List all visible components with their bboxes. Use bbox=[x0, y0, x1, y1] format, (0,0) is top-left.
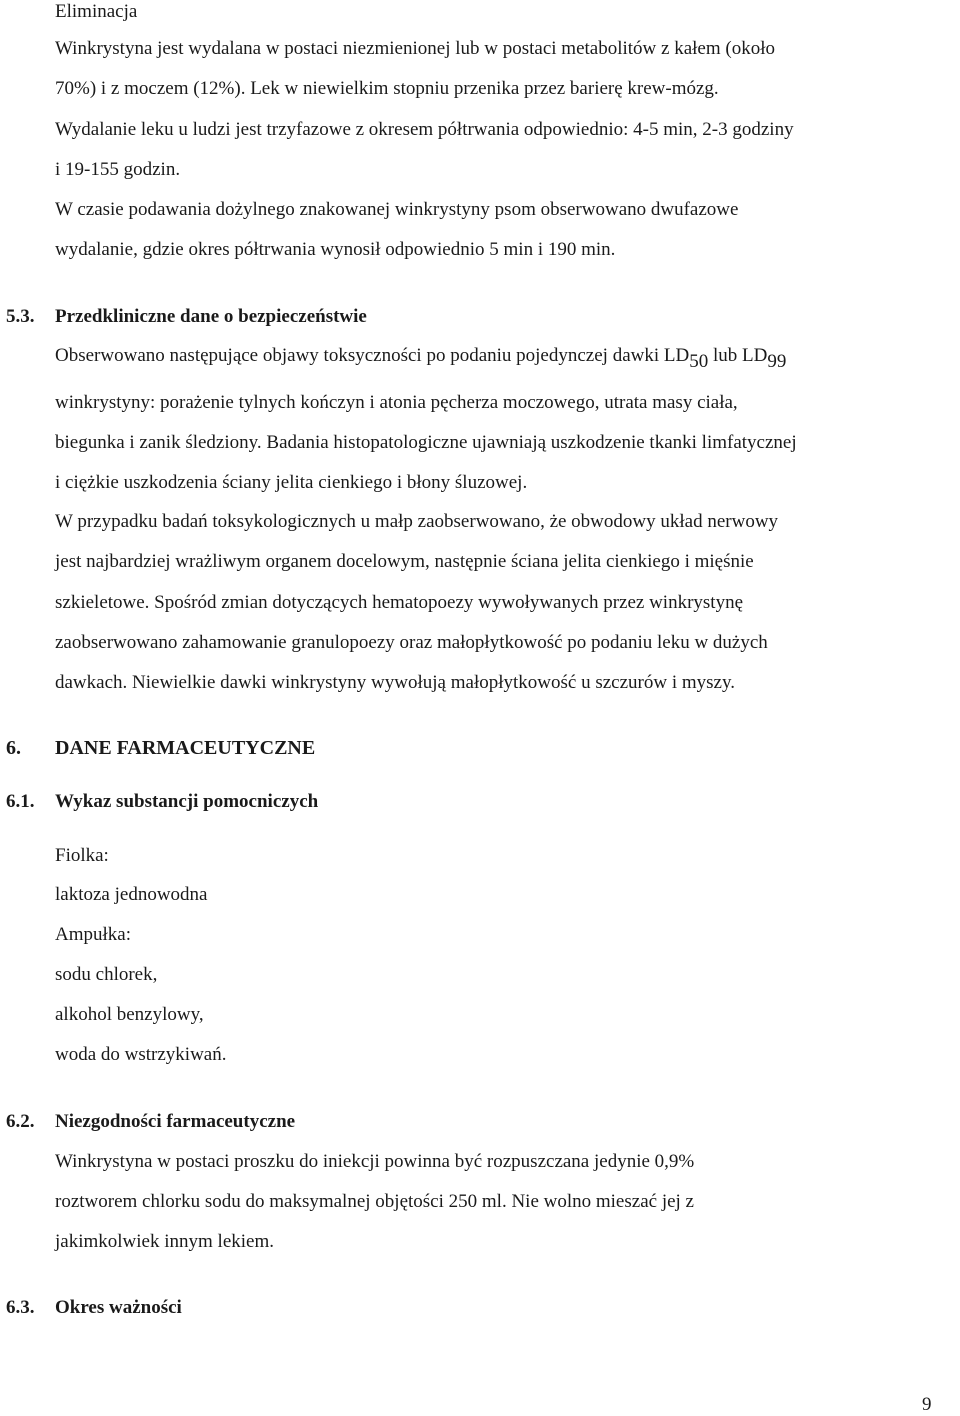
paragraph-line: jest najbardziej wrażliwym organem docelowym, następnie ściana jelita cienkiego i mięśnie bbox=[55, 551, 754, 572]
list-item: laktoza jednowodna bbox=[55, 884, 208, 905]
paragraph-line: W przypadku badań toksykologicznych u małp zaobserwowano, że obwodowy układ nerwowy bbox=[55, 511, 779, 532]
section-title: Niezgodności farmaceutyczne bbox=[55, 1111, 296, 1132]
section-number: 5.3. bbox=[6, 306, 35, 327]
list-item: Ampułka: bbox=[55, 924, 131, 945]
paragraph-line: i 19-155 godzin. bbox=[55, 159, 181, 180]
page-number: 9 bbox=[922, 1394, 932, 1415]
subscript-99: 99 bbox=[767, 351, 787, 372]
paragraph-line: Wydalanie leku u ludzi jest trzyfazowe z okresem półtrwania odpowiednio: 4-5 min, 2-3 godziny bbox=[55, 119, 794, 140]
paragraph-line: szkieletowe. Spośród zmian dotyczących hematopoezy wywoływanych przez winkrystynę bbox=[55, 592, 743, 613]
section-number: 6.2. bbox=[6, 1111, 35, 1132]
section-number: 6. bbox=[6, 737, 21, 759]
paragraph-line: W czasie podawania dożylnego znakowanej winkrystyny psom obserwowano dwufazowe bbox=[55, 199, 739, 220]
paragraph-line bbox=[55, 345, 787, 372]
section-number: 6.1. bbox=[6, 791, 35, 812]
section-number: 6.3. bbox=[6, 1297, 35, 1318]
paragraph-line: 70%) i z moczem (12%). Lek w niewielkim stopniu przenika przez barierę krew-mózg. bbox=[55, 78, 719, 99]
list-item: sodu chlorek, bbox=[55, 964, 158, 985]
subscript-50: 50 bbox=[689, 351, 709, 372]
paragraph-line: jakimkolwiek innym lekiem. bbox=[55, 1231, 274, 1252]
paragraph-line: Winkrystyna w postaci proszku do iniekcji powinna być rozpuszczana jedynie 0,9% bbox=[55, 1151, 695, 1172]
paragraph-line: i ciężkie uszkodzenia ściany jelita cienkiego i błony śluzowej. bbox=[55, 472, 528, 493]
text-run: Obserwowano następujące objawy toksyczności po podaniu pojedynczej dawki LD bbox=[55, 345, 690, 366]
paragraph-line: winkrystyny: porażenie tylnych kończyn i atonia pęcherza moczowego, utrata masy ciała, bbox=[55, 392, 738, 413]
paragraph-line: Winkrystyna jest wydalana w postaci niezmienionej lub w postaci metabolitów z kałem (około bbox=[55, 38, 775, 59]
section-title: Przedkliniczne dane o bezpieczeństwie bbox=[55, 306, 367, 327]
section-title: DANE FARMACEUTYCZNE bbox=[55, 737, 316, 759]
list-item: alkohol benzylowy, bbox=[55, 1004, 204, 1025]
list-item: Fiolka: bbox=[55, 845, 109, 866]
paragraph-line: roztworem chlorku sodu do maksymalnej objętości 250 ml. Nie wolno mieszać jej z bbox=[55, 1191, 694, 1212]
section-title: Okres ważności bbox=[55, 1297, 182, 1318]
section-heading-elimination: Eliminacja bbox=[55, 1, 138, 22]
text-run: lub LD bbox=[708, 345, 768, 366]
paragraph-line: wydalanie, gdzie okres półtrwania wynosił odpowiednio 5 min i 190 min. bbox=[55, 239, 616, 260]
paragraph-line: biegunka i zanik śledziony. Badania histopatologiczne ujawniają uszkodzenie tkanki limfatycznej bbox=[55, 432, 797, 453]
paragraph-line: zaobserwowano zahamowanie granulopoezy oraz małopłytkowość po podaniu leku w dużych bbox=[55, 632, 768, 653]
section-title: Wykaz substancji pomocniczych bbox=[55, 791, 319, 812]
paragraph-line: dawkach. Niewielkie dawki winkrystyny wywołują małopłytkowość u szczurów i myszy. bbox=[55, 672, 735, 693]
list-item: woda do wstrzykiwań. bbox=[55, 1044, 227, 1065]
